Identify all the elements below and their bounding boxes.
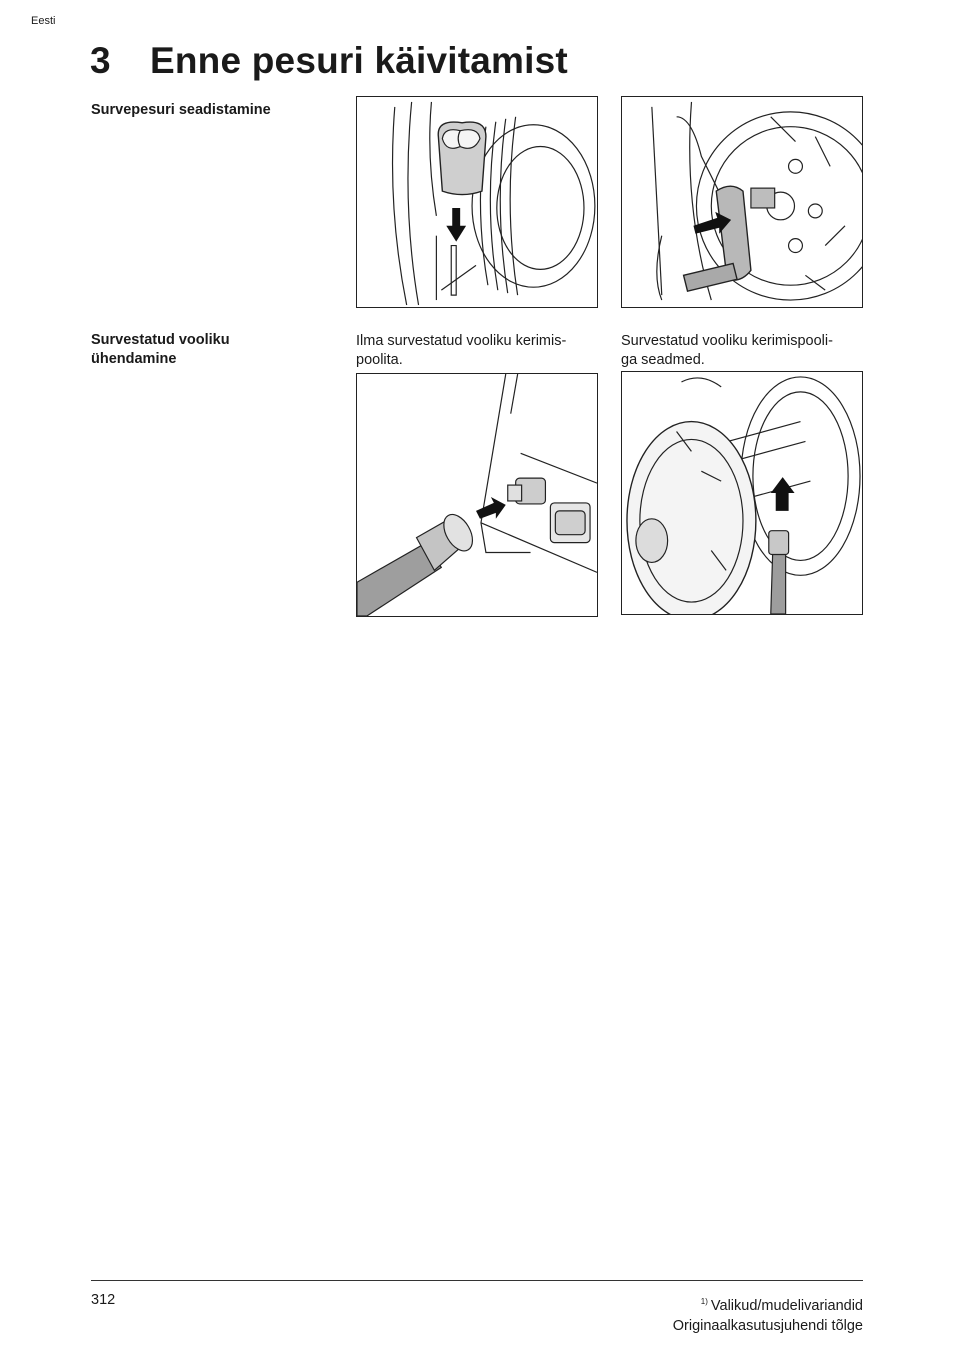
footnote-line [673, 1292, 863, 1316]
figure-holder-clip [356, 96, 598, 308]
hose-reel-illustration [622, 372, 862, 614]
figure-hose-with-reel [621, 371, 863, 615]
page-number: 312 [91, 1292, 116, 1308]
caption-with-reel: Survestatud vooliku kerimispooli- ga seadmed. [621, 333, 833, 368]
caption-without-reel: Ilma survestatud vooliku kerimis- poolita. [356, 333, 567, 368]
crank-handle-illustration [622, 97, 862, 307]
translation-note: Originaalkasutusjuhendi tõlge [672, 1318, 863, 1334]
footnote-text: Valikud/mudelivariandid [710, 1298, 863, 1314]
footer-notes [673, 1292, 863, 1336]
figure-wheel-crank [621, 96, 863, 308]
hose-connector-illustration [357, 374, 597, 616]
section-title-hose-connection: Survestatud vooliku ühendamine [91, 332, 230, 367]
footer-divider [91, 1280, 863, 1281]
chapter-heading [90, 40, 568, 82]
section-title-setup: Survepesuri seadistamine [91, 102, 271, 118]
chapter-number: 3 [90, 40, 111, 81]
figure-hose-without-reel [356, 373, 598, 617]
footnote-marker: 1) [700, 1297, 708, 1306]
chapter-title: Enne pesuri käivitamist [150, 40, 568, 81]
holder-clip-illustration [357, 97, 597, 307]
language-label: Eesti [31, 15, 56, 27]
